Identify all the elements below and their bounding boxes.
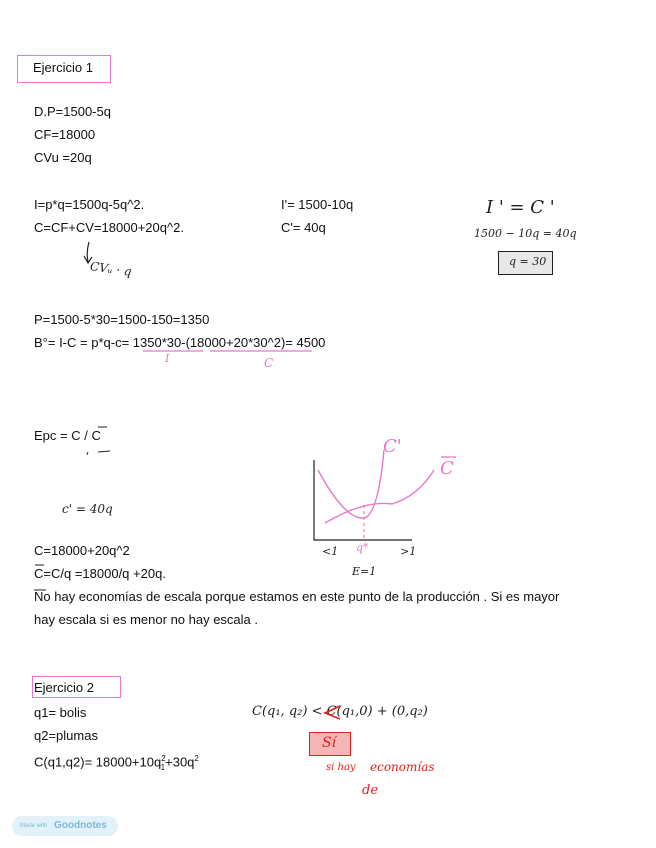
epc-line: Epc = C / C (34, 428, 101, 443)
ex2-cost-prefix: C(q1,q2)= 18000+10q (34, 754, 162, 770)
hw-de: de (362, 783, 379, 798)
hw-c-prime-40q: c' = 40q (62, 502, 113, 516)
hw-curve-c-prime: C' (383, 436, 402, 457)
hw-inequality: C(q₁, q₂) < C(q₁,0) + (0,q₂) (252, 704, 428, 719)
less-than-mark (325, 706, 340, 719)
graph-axes (314, 460, 412, 540)
badge-brand: Goodnotes (54, 820, 107, 831)
hw-cv-q: CVᵤ · q (89, 259, 133, 279)
avg-cost-function: C=C/q =18000/q +20q. (34, 566, 166, 581)
curve-c-prime (318, 450, 384, 518)
hw-curve-c-bar: C (440, 458, 454, 479)
goodnotes-badge (12, 816, 118, 836)
epc-comma (87, 452, 88, 455)
down-arrow (87, 242, 89, 262)
ex2-q2: q2=plumas (34, 728, 98, 743)
epc-bar (98, 451, 110, 452)
given-unit-cost: CVu =20q (34, 150, 92, 165)
marginal-income: I'= 1500-10q (281, 197, 354, 212)
cost-line: C=CF+CV=18000+20q^2. (34, 220, 184, 235)
curve-c-bar (325, 470, 434, 523)
ex2-title: Ejercicio 2 (34, 680, 94, 695)
hw-note-c: C (264, 356, 274, 370)
given-fixed-cost: CF=18000 (34, 127, 96, 142)
hw-solve: 1500 − 10q = 40q (474, 227, 577, 240)
badge-prefix: Made with (20, 823, 48, 829)
income-line: I=p*q=1500q-5q^2. (34, 197, 145, 212)
ex2-sub1: 1 (160, 762, 166, 772)
hw-economias: economías (370, 760, 435, 774)
hw-note-i: I (165, 352, 170, 365)
marginal-cost: C'= 40q (281, 220, 326, 235)
conclusion-line-2: hay escala si es menor no hay escala . (34, 612, 259, 627)
hw-q-result: q = 30 (509, 255, 547, 268)
cost-function: C=18000+20q^2 (34, 543, 130, 558)
hw-i-eq-c: I ' = C ' (486, 197, 555, 218)
profit-c: (18000+20*30^2) (185, 335, 286, 350)
ex1-title: Ejercicio 1 (33, 60, 93, 75)
hw-si-hay: si hay (326, 762, 356, 773)
conclusion-line-1: No hay economías de escala porque estamos en este punto de la producción . Si es mayor (34, 589, 560, 604)
hw-axis-lt1: <1 (322, 545, 339, 558)
given-demand: D.P=1500-5q (34, 104, 111, 119)
profit-i: 1350*30- (132, 335, 186, 350)
profit-result: = 4500 (285, 335, 326, 350)
hw-axis-qstar: q* (356, 541, 369, 554)
ex2-sup2: 2 (194, 754, 199, 763)
ex2-cost-mid: +30q (165, 754, 195, 770)
ex2-q1: q1= bolis (34, 705, 87, 720)
ex2-sup1: 2 (161, 754, 166, 763)
profit-prefix: B°= I-C = p*q-c= (34, 335, 133, 350)
hw-si: Sí (322, 735, 337, 751)
price-line: P=1500-5*30=1500-150=1350 (34, 312, 210, 327)
hw-e-eq-1: E=1 (352, 565, 377, 578)
hw-axis-gt1: >1 (400, 545, 417, 558)
